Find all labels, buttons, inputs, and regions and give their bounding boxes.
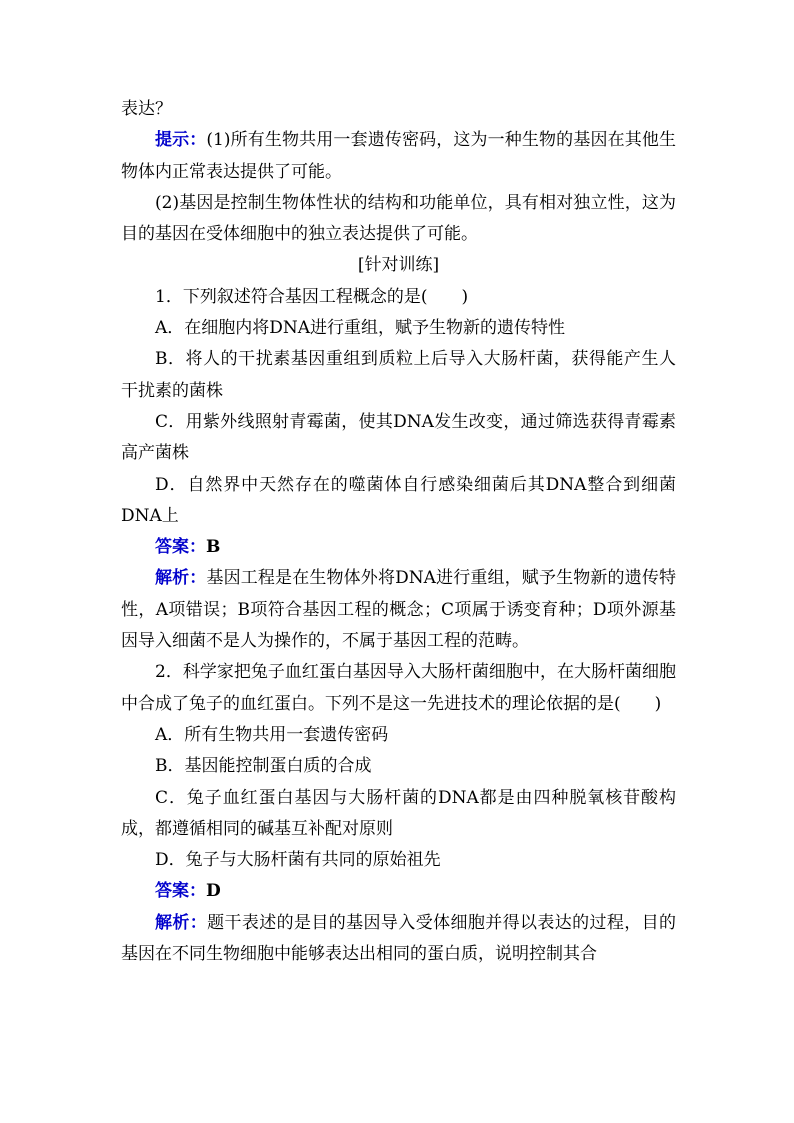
question-1-option-c: C．用紫外线照射青霉菌，使其DNA发生改变，通过筛选获得青霉素高产菌株 bbox=[121, 411, 676, 464]
question-1-stem: 1．下列叙述符合基因工程概念的是( ) bbox=[155, 286, 469, 307]
question-2-analysis bbox=[121, 908, 676, 971]
hint-label: 提示： bbox=[155, 130, 207, 151]
analysis-text: 题干表述的是目的基因导入受体细胞并得以表达的过程，目的基因在不同生物细胞中能够表达出相同的蛋白质，说明控制其合 bbox=[121, 912, 677, 965]
question-1-option-a: A．在细胞内将DNA进行重组，赋予生物新的遗传特性 bbox=[155, 318, 566, 339]
question-2-option-c: C．兔子血红蛋白基因与大肠杆菌的DNA都是由四种脱氧核苷酸构成，都遵循相同的碱基互补配对原则 bbox=[121, 787, 676, 839]
question-2-stem: 2．科学家把兔子血红蛋白基因导入大肠杆菌细胞中，在大肠杆菌细胞中合成了兔子的血红蛋白。下列不是这一先进技术的理论依据的是( ) bbox=[121, 662, 676, 714]
document-body bbox=[121, 94, 676, 970]
question-1-analysis bbox=[121, 563, 676, 657]
question-2-answer bbox=[121, 876, 676, 907]
question-1-option-b: B．将人的干扰素基因重组到质粒上后导入大肠杆菌，获得能产生人干扰素的菌株 bbox=[121, 349, 676, 401]
hint-paragraph-2: (2)基因是控制生物体性状的结构和功能单位，具有相对独立性，这为目的基因在受体细胞中的独立表达提供了可能。 bbox=[121, 192, 676, 245]
section-title: [针对训练] bbox=[357, 255, 440, 276]
answer-value: D bbox=[206, 881, 221, 902]
answer-label: 答案： bbox=[155, 881, 206, 902]
question-2-option-b: B．基因能控制蛋白质的合成 bbox=[155, 756, 372, 777]
question-2-option-a: A．所有生物共用一套遗传密码 bbox=[155, 724, 389, 745]
analysis-text: 基因工程是在生物体外将DNA进行重组，赋予生物新的遗传特性，A项错误；B项符合基因工程的概念；C项属于诱变育种；D项外源基因导入细菌不是人为操作的，不属于基因工程的范畴。 bbox=[121, 568, 677, 652]
question-1-option-d: D．自然界中天然存在的噬菌体自行感染细菌后其DNA整合到细菌DNA上 bbox=[121, 474, 676, 526]
question-continuation: 表达？ bbox=[121, 99, 172, 119]
question-2-option-d: D．兔子与大肠杆菌有共同的原始祖先 bbox=[155, 850, 441, 871]
analysis-label: 解析： bbox=[155, 568, 207, 589]
hint-paragraph-1 bbox=[121, 125, 676, 188]
answer-label: 答案： bbox=[155, 537, 206, 558]
answer-value: B bbox=[206, 537, 221, 558]
analysis-label: 解析： bbox=[155, 912, 208, 933]
hint-text-1: (1)所有生物共用一套遗传密码，这为一种生物的基因在其他生物体内正常表达提供了可能。 bbox=[121, 130, 676, 182]
question-1-answer bbox=[121, 532, 676, 563]
